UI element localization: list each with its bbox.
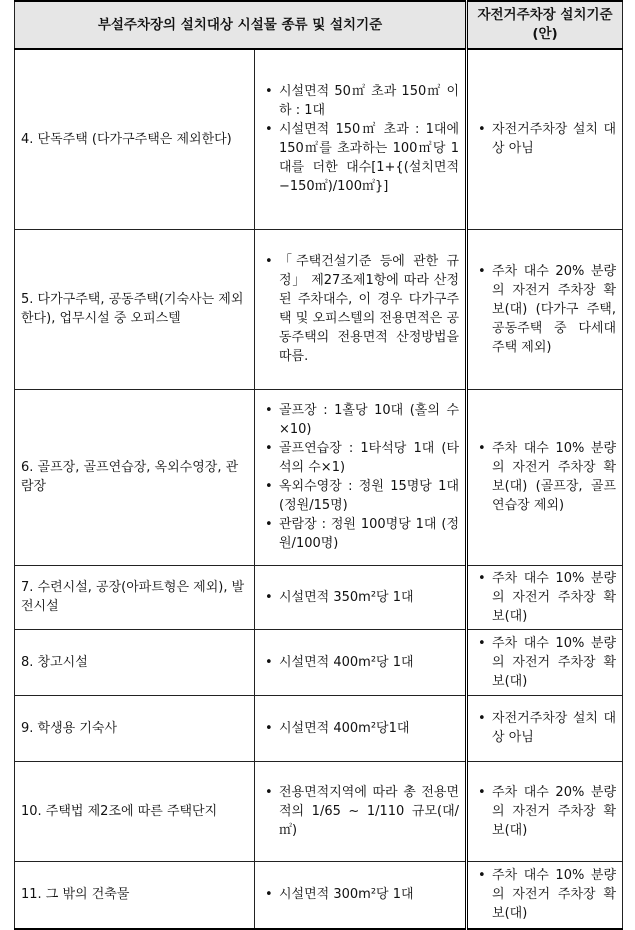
standard-bullet-item: • 골프연습장 : 1타석당 1대 (타석의 수×1)	[261, 439, 459, 477]
bicycle-bullet-list	[474, 634, 616, 691]
bicycle-parking-cell	[467, 761, 623, 861]
bicycle-parking-cell	[467, 695, 623, 761]
facility-type-cell: 4. 단독주택 (다가구주택은 제외한다)	[15, 49, 255, 229]
header-facility-standard: 부설주차장의 설치대상 시설물 종류 및 설치기준	[15, 1, 467, 49]
standard-bullet-item: • 골프장 : 1홀당 10대 (홀의 수×10)	[261, 401, 459, 439]
bicycle-bullet-list	[474, 262, 616, 357]
table-row	[15, 861, 623, 929]
bicycle-bullet-item: • 주차 대수 10% 분량의 자전거 주차장 확보(대)	[474, 634, 616, 691]
facility-type-cell: 9. 학생용 기숙사	[15, 695, 255, 761]
standard-bullet-item: • 「주택건설기준 등에 관한 규정」 제27조제1항에 따라 산정된 주차대수, 이 경우 다가구주택 및 오피스텔의 전용면적은 공동주택의 전용면적 산정방법을 따름.	[261, 252, 459, 366]
parking-regulations-table	[14, 0, 623, 930]
parking-standard-cell	[255, 761, 467, 861]
parking-standard-cell	[255, 389, 467, 565]
bicycle-bullet-item: • 주차 대수 20% 분량의 자전거 주차장 확보(대)	[474, 783, 616, 840]
header-bicycle-standard: 자전거주차장 설치기준(안)	[467, 1, 623, 49]
bicycle-bullet-list	[474, 866, 616, 923]
standard-bullet-item: • 시설면적 400m²당1대	[261, 719, 459, 738]
table-row	[15, 761, 623, 861]
parking-standard-cell	[255, 861, 467, 929]
standard-bullet-list	[261, 82, 459, 196]
bicycle-bullet-list	[474, 120, 616, 158]
standard-bullet-list	[261, 653, 459, 672]
standard-bullet-item: • 전용면적지역에 따라 총 전용면적의 1/65 ~ 1/110 규모(대/㎡)	[261, 783, 459, 840]
bicycle-parking-cell	[467, 629, 623, 695]
bicycle-parking-cell	[467, 49, 623, 229]
bicycle-parking-cell	[467, 565, 623, 629]
bicycle-bullet-list	[474, 709, 616, 747]
facility-type-cell: 8. 창고시설	[15, 629, 255, 695]
standard-bullet-item: • 시설면적 300m²당 1대	[261, 885, 459, 904]
table-row	[15, 695, 623, 761]
parking-standard-cell	[255, 695, 467, 761]
facility-type-cell: 7. 수련시설, 공장(아파트형은 제외), 발전시설	[15, 565, 255, 629]
bicycle-parking-cell	[467, 229, 623, 389]
facility-type-cell: 11. 그 밖의 건축물	[15, 861, 255, 929]
standard-bullet-list	[261, 719, 459, 738]
standard-bullet-list	[261, 783, 459, 840]
standard-bullet-list	[261, 885, 459, 904]
bicycle-bullet-list	[474, 569, 616, 626]
parking-standard-cell	[255, 49, 467, 229]
table-row	[15, 629, 623, 695]
table-row	[15, 389, 623, 565]
bicycle-bullet-item: • 주차 대수 10% 분량의 자전거 주차장 확보(대)	[474, 569, 616, 626]
parking-standard-cell	[255, 229, 467, 389]
standard-bullet-item: • 관람장 : 정원 100명당 1대 (정원/100명)	[261, 515, 459, 553]
bicycle-bullet-list	[474, 783, 616, 840]
facility-type-cell: 6. 골프장, 골프연습장, 옥외수영장, 관람장	[15, 389, 255, 565]
standard-bullet-list	[261, 588, 459, 607]
standard-bullet-item: • 시설면적 350m²당 1대	[261, 588, 459, 607]
bicycle-bullet-item: • 주차 대수 10% 분량의 자전거 주차장 확보(대)	[474, 866, 616, 923]
bicycle-bullet-list	[474, 439, 616, 515]
table-header	[15, 1, 623, 49]
standard-bullet-item: • 시설면적 50㎡ 초과 150㎡ 이하 : 1대	[261, 82, 459, 120]
bicycle-bullet-item: • 주차 대수 10% 분량의 자전거 주차장 확보(대) (골프장, 골프연습장 제외)	[474, 439, 616, 515]
standard-bullet-list	[261, 401, 459, 553]
parking-standard-cell	[255, 565, 467, 629]
facility-type-cell: 10. 주택법 제2조에 따른 주택단지	[15, 761, 255, 861]
table-row	[15, 565, 623, 629]
bicycle-bullet-item: • 자전거주차장 설치 대상 아님	[474, 120, 616, 158]
parking-standard-cell	[255, 629, 467, 695]
standard-bullet-item: • 옥외수영장 : 정원 15명당 1대 (정원/15명)	[261, 477, 459, 515]
table-row	[15, 49, 623, 229]
bicycle-bullet-item: • 자전거주차장 설치 대상 아님	[474, 709, 616, 747]
bicycle-bullet-item: • 주차 대수 20% 분량의 자전거 주차장 확보(대) (다가구 주택, 공동주택 중 다세대 주택 제외)	[474, 262, 616, 357]
standard-bullet-list	[261, 252, 459, 366]
bicycle-parking-cell	[467, 861, 623, 929]
header-row	[15, 1, 623, 49]
standard-bullet-item: • 시설면적 150㎡ 초과 : 1대에 150㎡를 초과하는 100㎡당 1대를 더한 대수[1+{(설치면적−150㎡)/100㎡}]	[261, 120, 459, 196]
table-body	[15, 49, 623, 929]
table-row	[15, 229, 623, 389]
bicycle-parking-cell	[467, 389, 623, 565]
facility-type-cell: 5. 다가구주택, 공동주택(기숙사는 제외한다), 업무시설 중 오피스텔	[15, 229, 255, 389]
standard-bullet-item: • 시설면적 400m²당 1대	[261, 653, 459, 672]
